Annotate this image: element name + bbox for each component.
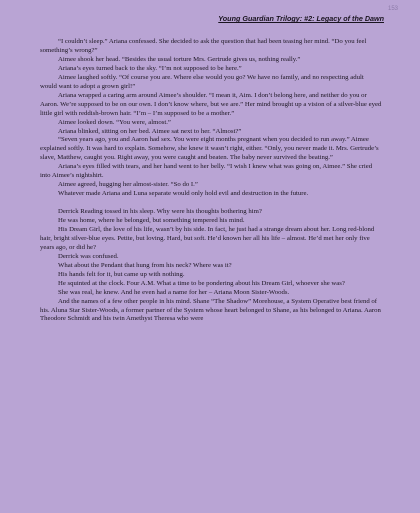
- paragraph: Derrick was confused.: [58, 252, 119, 260]
- paragraph: What about the Pendant that hung from his neck? Where was it?: [58, 261, 232, 269]
- page-body: [40, 38, 382, 324]
- paragraph: Ariana blinked, sitting on her bed. Aimee sat next to her. “Almost?”: [58, 127, 242, 135]
- paragraph: She was real, he knew. And he even had a name for her – Ariana Moon Sister-Woods.: [58, 288, 290, 296]
- paragraph: Ariana wrapped a caring arm around Aimee’s shoulder. “I mean it, Aim. I don’t belong here, and neither do you or Aaron. We’re supposed to be on our own. I don’t know where, but we are.” Her mind brought up a vision of a silver-blue eyed little girl with reddish-brown hair. “I’m – I’m supposed to be a mother.”: [40, 91, 382, 117]
- paragraph: His Dream Girl, the love of his life, wasn’t by his side. In fact, he just had a strange dream about her. Long red-blond hair, bright silver-blue eyes. Petite, but loving. Hard, but soft. He’d known her all his life – almost. He’d met her only five years ago, or did he?: [40, 225, 375, 251]
- paragraph: “Seven years ago, you and Aaron had sex. You were eight months pregnant when you decided to run away.” Aimee explained softly. It was hard to explain. Somehow, she knew it wasn’t right, either. “Only, you never made it. Mrs. Gertrude’s slave, Matthew, caught you. Right away, you were caught and beaten. The baby never survived the beating.”: [40, 136, 379, 162]
- page-number: 153: [387, 6, 398, 12]
- paragraph: And the names of a few other people in his mind. Shane “The Shadow” Morehouse, a System Operative best friend of his. Aluna Star Sister-Woods, a former partner of the System whose heart belonged to Shane, as his belonged to Ariana. Aaron Theodore Schmidt and his twin Amethyst Theresa who were: [40, 297, 381, 323]
- paragraph: Aimee shook her head. “Besides the usual torture Mrs. Gertrude gives us, nothing really.”: [58, 55, 301, 63]
- paragraph: Ariana’s eyes filled with tears, and her hand went to her belly. “I wish I knew what was going on, Aimee.” She cried into Aimee’s nightshirt.: [40, 163, 373, 180]
- paragraph: Aimee looked down. “You were, almost.”: [58, 118, 171, 126]
- paragraph: “I couldn’t sleep.” Ariana confessed. She decided to ask the question that had been teasing her mind. “Do you feel something’s wrong?”: [40, 38, 367, 54]
- running-header: Young Guardian Trilogy: #2: Legacy of the Dawn: [218, 14, 384, 23]
- paragraph: His hands felt for it, but came up with nothing.: [58, 270, 185, 278]
- paragraph: Ariana’s eyes turned back to the sky. “I’m not supposed to be here.”: [58, 64, 242, 72]
- paragraph: Whatever made Ariana and Luna separate would only hold evil and destruction in the future.: [58, 190, 309, 198]
- paragraph: He was home, where he belonged, but something tempered his mind.: [58, 217, 245, 224]
- paragraph: Aimee laughed softly. “Of course you are. Where else would you go? We have no family, and no respecting adult would want to adopt a grown girl!”: [40, 73, 364, 90]
- paragraph: Derrick Reading tossed in his sleep. Why were his thoughts bothering him?: [58, 208, 262, 216]
- paragraph: Aimee agreed, hugging her almost-sister. “So do I.”: [58, 181, 198, 189]
- paragraph: He squinted at the clock. Four A.M. What a time to be pondering about his Dream Girl, whoever she was?: [58, 279, 345, 287]
